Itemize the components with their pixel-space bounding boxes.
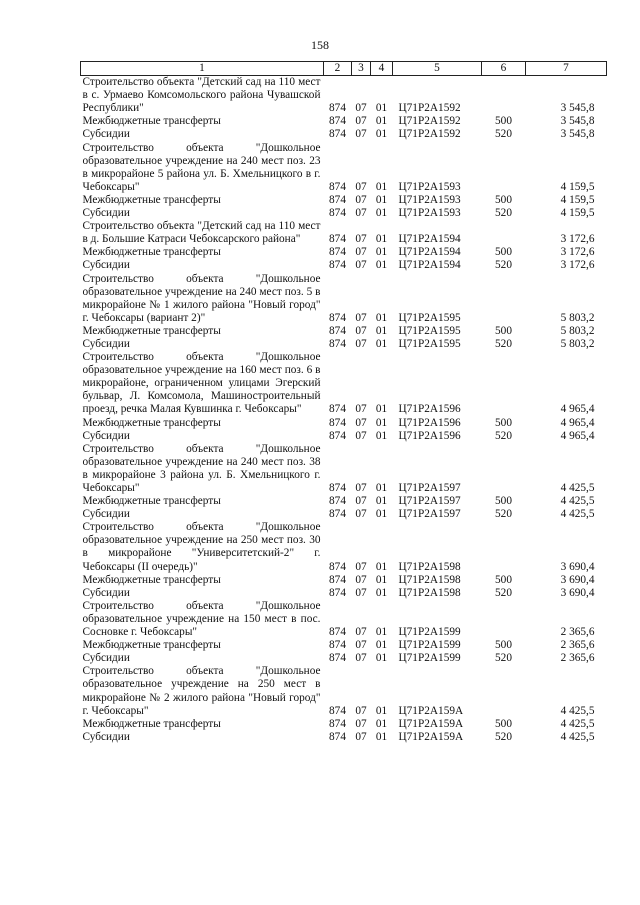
row-target-article: Ц71Р2А1595 xyxy=(398,324,461,337)
row-section: 07 xyxy=(355,717,367,730)
row-section: 07 xyxy=(355,416,367,429)
row-subsection: 01 xyxy=(375,495,388,508)
row-target-article: Ц71Р2А1598 xyxy=(398,586,461,599)
row-target-article: Ц71Р2А159А xyxy=(398,717,464,730)
row-subsection: 01 xyxy=(375,416,388,429)
row-amount: 4 159,5 xyxy=(560,207,595,220)
row-grbs: 874 xyxy=(329,246,346,259)
table-row xyxy=(81,351,607,416)
table-row xyxy=(81,443,607,495)
row-subsection: 01 xyxy=(375,337,388,350)
row-subsection: 01 xyxy=(375,207,388,220)
row-section: 07 xyxy=(355,324,367,337)
table-row xyxy=(81,508,607,521)
column-header: 1 xyxy=(81,62,324,76)
row-subsection: 01 xyxy=(375,102,388,115)
row-expense-type xyxy=(482,521,526,573)
budget-table xyxy=(80,61,607,744)
row-subsection: 01 xyxy=(375,639,388,652)
row-name: Субсидии xyxy=(82,207,130,220)
table-row xyxy=(81,338,607,351)
row-expense-type xyxy=(482,443,526,495)
row-subsection: 01 xyxy=(375,429,388,442)
row-expense-type: 520 xyxy=(495,508,512,521)
row-name: Строительство объекта "Дошкольное образовательное учреждение на 150 мест в пос. Сосновке г. Чебоксары" xyxy=(82,599,321,639)
row-expense-type: 520 xyxy=(495,730,512,743)
row-name: Строительство объекта "Дошкольное образовательное учреждение на 250 мест в микрорайоне № 2 жилого района "Новый город" г. Чебоксары" xyxy=(82,665,321,717)
row-section: 07 xyxy=(355,652,367,665)
row-amount: 4 425,5 xyxy=(560,495,595,508)
row-name: Строительство объекта "Дошкольное образовательное учреждение на 160 мест поз. 6 в микрорайоне, ограниченном улицами Эгерский бульвар, Л. Комсомола, Машиностроительный проезд, речка Малая Кувшинка г. Чебоксары" xyxy=(82,351,321,416)
row-amount: 4 965,4 xyxy=(560,429,595,442)
row-section: 07 xyxy=(355,495,367,508)
table-row xyxy=(81,142,607,194)
row-grbs: 874 xyxy=(329,626,346,639)
row-target-article: Ц71Р2А1593 xyxy=(398,180,461,193)
row-subsection: 01 xyxy=(375,246,388,259)
row-name: Межбюджетные трансферты xyxy=(82,324,221,337)
row-amount: 5 803,2 xyxy=(560,324,595,337)
row-subsection: 01 xyxy=(375,324,388,337)
row-expense-type xyxy=(482,351,526,416)
row-amount: 3 545,8 xyxy=(560,128,595,141)
row-section: 07 xyxy=(355,508,367,521)
row-amount: 4 159,5 xyxy=(560,193,595,206)
table-row xyxy=(81,220,607,246)
row-expense-type: 500 xyxy=(495,193,512,206)
row-target-article: Ц71Р2А159А xyxy=(398,704,464,717)
row-expense-type xyxy=(482,142,526,194)
row-amount: 3 172,6 xyxy=(560,246,595,259)
row-subsection: 01 xyxy=(375,717,388,730)
row-subsection: 01 xyxy=(375,704,388,717)
row-amount: 4 425,5 xyxy=(560,717,595,730)
table-row xyxy=(81,417,607,430)
row-grbs: 874 xyxy=(329,704,346,717)
page-number: 158 xyxy=(311,38,329,52)
row-expense-type xyxy=(482,220,526,246)
row-target-article: Ц71Р2А1592 xyxy=(398,115,461,128)
row-expense-type: 500 xyxy=(495,324,512,337)
row-section: 07 xyxy=(355,560,367,573)
row-expense-type xyxy=(482,273,526,325)
row-subsection: 01 xyxy=(375,403,388,416)
row-amount: 3 690,4 xyxy=(560,560,595,573)
row-section: 07 xyxy=(355,626,367,639)
row-section: 07 xyxy=(355,337,367,350)
table-body xyxy=(81,76,607,744)
row-subsection: 01 xyxy=(375,128,388,141)
row-subsection: 01 xyxy=(375,180,388,193)
row-grbs: 874 xyxy=(329,508,346,521)
table-row xyxy=(81,259,607,272)
row-subsection: 01 xyxy=(375,730,388,743)
row-target-article: Ц71Р2А1595 xyxy=(398,337,461,350)
row-subsection: 01 xyxy=(375,560,388,573)
row-target-article: Ц71Р2А1599 xyxy=(398,626,461,639)
table-row xyxy=(81,194,607,207)
table-row xyxy=(81,652,607,665)
row-target-article: Ц71Р2А1594 xyxy=(398,246,461,259)
row-grbs: 874 xyxy=(329,560,346,573)
row-amount: 4 425,5 xyxy=(560,482,595,494)
row-section: 07 xyxy=(355,403,367,416)
row-target-article: Ц71Р2А1596 xyxy=(398,403,461,416)
row-target-article: Ц71Р2А1596 xyxy=(398,416,461,429)
row-subsection: 01 xyxy=(375,626,388,639)
row-expense-type: 520 xyxy=(495,586,512,599)
row-name: Строительство объекта "Детский сад на 110 мест в с. Урмаево Комсомольского района Чувашской Республики" xyxy=(82,76,321,115)
row-amount: 5 803,2 xyxy=(560,337,595,350)
row-amount: 2 365,6 xyxy=(560,652,595,665)
row-target-article: Ц71Р2А1599 xyxy=(398,639,461,652)
row-expense-type xyxy=(482,665,526,717)
column-header: 2 xyxy=(324,62,352,76)
table-row xyxy=(81,76,607,116)
row-section: 07 xyxy=(355,115,367,128)
row-section: 07 xyxy=(355,639,367,652)
row-section: 07 xyxy=(355,207,367,220)
table-row xyxy=(81,665,607,717)
row-grbs: 874 xyxy=(329,128,346,141)
row-subsection: 01 xyxy=(375,586,388,599)
row-expense-type: 500 xyxy=(495,639,512,652)
table-row xyxy=(81,495,607,508)
row-target-article: Ц71Р2А1595 xyxy=(398,311,461,324)
row-section: 07 xyxy=(355,586,367,599)
row-subsection: 01 xyxy=(375,652,388,665)
row-grbs: 874 xyxy=(329,730,346,743)
row-expense-type: 500 xyxy=(495,717,512,730)
row-grbs: 874 xyxy=(329,324,346,337)
table-row xyxy=(81,246,607,259)
column-header: 6 xyxy=(482,62,526,76)
row-amount: 4 425,5 xyxy=(560,704,595,717)
row-name: Субсидии xyxy=(82,508,130,521)
row-target-article: Ц71Р2А1593 xyxy=(398,193,461,206)
row-section: 07 xyxy=(355,730,367,743)
row-target-article: Ц71Р2А159А xyxy=(398,730,464,743)
row-name: Межбюджетные трансферты xyxy=(82,115,221,128)
row-grbs: 874 xyxy=(329,416,346,429)
row-grbs: 874 xyxy=(329,482,346,494)
row-expense-type xyxy=(482,76,526,116)
row-section: 07 xyxy=(355,482,367,494)
row-grbs: 874 xyxy=(329,429,346,442)
row-grbs: 874 xyxy=(329,207,346,220)
row-amount: 4 965,4 xyxy=(560,416,595,429)
row-grbs: 874 xyxy=(329,259,346,272)
row-target-article: Ц71Р2А1592 xyxy=(398,128,461,141)
row-section: 07 xyxy=(355,233,367,246)
row-expense-type: 520 xyxy=(495,207,512,220)
row-section: 07 xyxy=(355,311,367,324)
row-section: 07 xyxy=(355,193,367,206)
row-target-article: Ц71Р2А1594 xyxy=(398,233,461,246)
row-expense-type: 500 xyxy=(495,115,512,128)
row-amount: 3 172,6 xyxy=(560,233,595,246)
row-expense-type xyxy=(482,600,526,639)
row-section: 07 xyxy=(355,429,367,442)
row-name: Межбюджетные трансферты xyxy=(82,639,221,652)
row-expense-type: 520 xyxy=(495,337,512,350)
row-name: Строительство объекта "Дошкольное образовательное учреждение на 250 мест поз. 30 в микрорайоне "Университетский-2" г. Чебоксары (II очередь)" xyxy=(82,521,321,573)
table-row xyxy=(81,600,607,639)
row-grbs: 874 xyxy=(329,586,346,599)
row-grbs: 874 xyxy=(329,573,346,586)
row-name: Субсидии xyxy=(82,652,130,665)
row-name: Строительство объекта "Дошкольное образовательное учреждение на 240 мест поз. 38 в микрорайоне 3 района ул. Б. Хмельницкого г. Чебоксары" xyxy=(82,442,321,494)
row-name: Субсидии xyxy=(82,730,130,743)
table-row xyxy=(81,207,607,220)
table-row xyxy=(81,731,607,744)
row-grbs: 874 xyxy=(329,495,346,508)
row-expense-type: 520 xyxy=(495,259,512,272)
table-row xyxy=(81,718,607,731)
row-subsection: 01 xyxy=(375,482,388,494)
row-name: Межбюджетные трансферты xyxy=(82,246,221,259)
row-name: Строительство объекта "Дошкольное образовательное учреждение на 240 мест поз. 23 в микрорайоне 5 района ул. Б. Хмельницкого в г. Чебоксары" xyxy=(82,141,321,193)
row-target-article: Ц71Р2А1599 xyxy=(398,652,461,665)
table-row xyxy=(81,430,607,443)
table-row xyxy=(81,325,607,338)
row-name: Субсидии xyxy=(82,337,130,350)
row-grbs: 874 xyxy=(329,180,346,193)
row-section: 07 xyxy=(355,128,367,141)
table-row xyxy=(81,639,607,652)
row-grbs: 874 xyxy=(329,233,346,246)
row-expense-type: 500 xyxy=(495,246,512,259)
row-subsection: 01 xyxy=(375,573,388,586)
row-target-article: Ц71Р2А1597 xyxy=(398,495,461,508)
row-grbs: 874 xyxy=(329,337,346,350)
row-amount: 4 425,5 xyxy=(560,730,595,743)
row-target-article: Ц71Р2А1596 xyxy=(398,429,461,442)
row-name: Строительство объекта "Дошкольное образовательное учреждение на 240 мест поз. 5 в микрорайоне № 1 жилого района "Новый город" г. Чебоксары (вариант 2)" xyxy=(82,272,321,324)
row-expense-type: 500 xyxy=(495,573,512,586)
row-section: 07 xyxy=(355,246,367,259)
row-subsection: 01 xyxy=(375,193,388,206)
table-row xyxy=(81,115,607,128)
row-expense-type: 500 xyxy=(495,495,512,508)
row-name: Строительство объекта "Детский сад на 110 мест в д. Большие Катраси Чебоксарского района" xyxy=(82,220,321,246)
row-name: Межбюджетные трансферты xyxy=(82,573,221,586)
column-header: 5 xyxy=(393,62,482,76)
row-amount: 3 545,8 xyxy=(560,102,595,115)
row-grbs: 874 xyxy=(329,102,346,115)
row-subsection: 01 xyxy=(375,259,388,272)
row-target-article: Ц71Р2А1597 xyxy=(398,482,461,494)
row-section: 07 xyxy=(355,259,367,272)
row-grbs: 874 xyxy=(329,193,346,206)
row-section: 07 xyxy=(355,102,367,115)
row-name: Субсидии xyxy=(82,429,130,442)
column-header: 4 xyxy=(371,62,393,76)
row-subsection: 01 xyxy=(375,508,388,521)
row-target-article: Ц71Р2А1598 xyxy=(398,573,461,586)
row-amount: 2 365,6 xyxy=(560,626,595,639)
row-expense-type: 520 xyxy=(495,429,512,442)
row-grbs: 874 xyxy=(329,717,346,730)
row-subsection: 01 xyxy=(375,311,388,324)
row-name: Субсидии xyxy=(82,128,130,141)
row-amount: 4 965,4 xyxy=(560,403,595,416)
column-header: 7 xyxy=(526,62,607,76)
row-name: Субсидии xyxy=(82,259,130,272)
row-grbs: 874 xyxy=(329,639,346,652)
row-section: 07 xyxy=(355,180,367,193)
row-expense-type: 500 xyxy=(495,416,512,429)
table-row xyxy=(81,128,607,141)
row-amount: 2 365,6 xyxy=(560,639,595,652)
table-header-row xyxy=(81,62,607,76)
row-target-article: Ц71Р2А1593 xyxy=(398,207,461,220)
row-amount: 5 803,2 xyxy=(560,311,595,324)
row-grbs: 874 xyxy=(329,311,346,324)
row-target-article: Ц71Р2А1594 xyxy=(398,259,461,272)
row-amount: 3 172,6 xyxy=(560,259,595,272)
row-name: Субсидии xyxy=(82,586,130,599)
row-subsection: 01 xyxy=(375,115,388,128)
row-amount: 3 545,8 xyxy=(560,115,595,128)
row-name: Межбюджетные трансферты xyxy=(82,416,221,429)
row-amount: 3 690,4 xyxy=(560,573,595,586)
row-grbs: 874 xyxy=(329,115,346,128)
row-expense-type: 520 xyxy=(495,652,512,665)
column-header: 3 xyxy=(352,62,371,76)
table-row xyxy=(81,574,607,587)
row-section: 07 xyxy=(355,573,367,586)
row-expense-type: 520 xyxy=(495,128,512,141)
table-row xyxy=(81,273,607,325)
row-subsection: 01 xyxy=(375,233,388,246)
row-name: Межбюджетные трансферты xyxy=(82,193,221,206)
row-section: 07 xyxy=(355,704,367,717)
row-target-article: Ц71Р2А1592 xyxy=(398,102,461,115)
table-row xyxy=(81,587,607,600)
row-name: Межбюджетные трансферты xyxy=(82,717,221,730)
row-grbs: 874 xyxy=(329,403,346,416)
row-amount: 4 159,5 xyxy=(560,180,595,193)
row-target-article: Ц71Р2А1598 xyxy=(398,560,461,573)
row-target-article: Ц71Р2А1597 xyxy=(398,508,461,521)
row-grbs: 874 xyxy=(329,652,346,665)
row-amount: 3 690,4 xyxy=(560,586,595,599)
table-row xyxy=(81,521,607,573)
row-name: Межбюджетные трансферты xyxy=(82,495,221,508)
row-amount: 4 425,5 xyxy=(560,508,595,521)
